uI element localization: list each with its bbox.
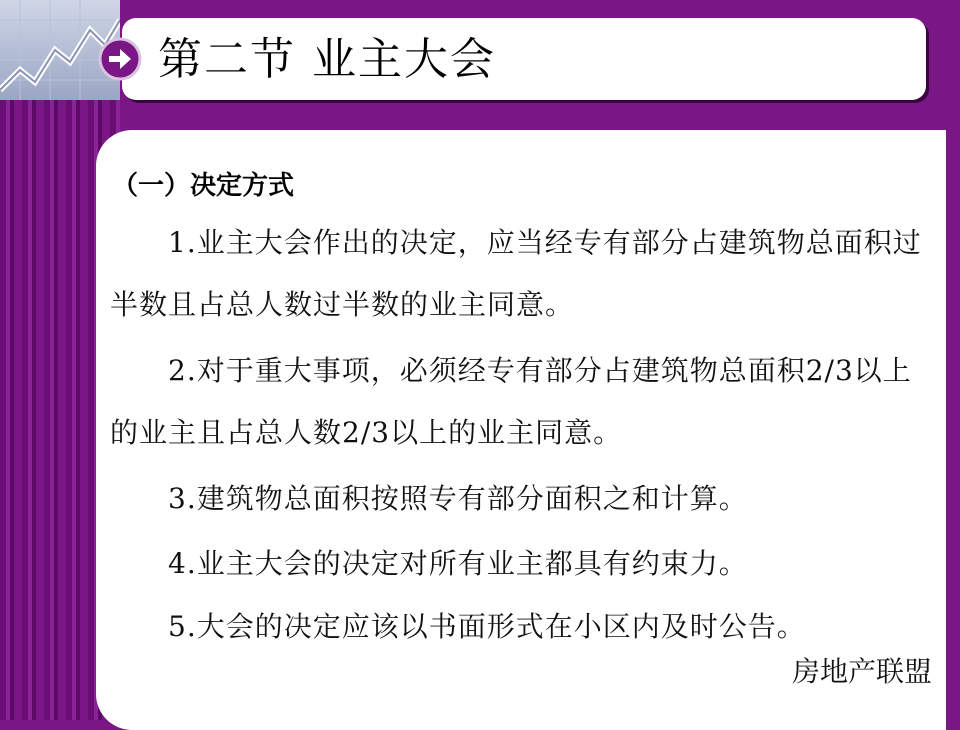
paragraph-1: 1.业主大会作出的决定，应当经专有部分占建筑物总面积过半数且占总人数过半数的业主同意。	[110, 226, 922, 321]
paragraph-4: 4.业主大会的决定对所有业主都具有约束力。	[110, 547, 748, 580]
paragraph-3: 3.建筑物总面积按照专有部分面积之和计算。	[110, 482, 748, 515]
paragraph-2: 2.对于重大事项，必须经专有部分占建筑物总面积2/3以上的业主且占总人数2/3以上的业主同意。	[110, 354, 912, 449]
arrow-right-icon	[98, 37, 142, 81]
section-heading: （一）决定方式	[112, 171, 295, 201]
paragraph-5: 5.大会的决定应该以书面形式在小区内及时公告。	[110, 610, 806, 643]
footer-watermark: 房地产联盟	[791, 655, 932, 688]
page-title: 第二节 业主大会	[158, 34, 496, 85]
